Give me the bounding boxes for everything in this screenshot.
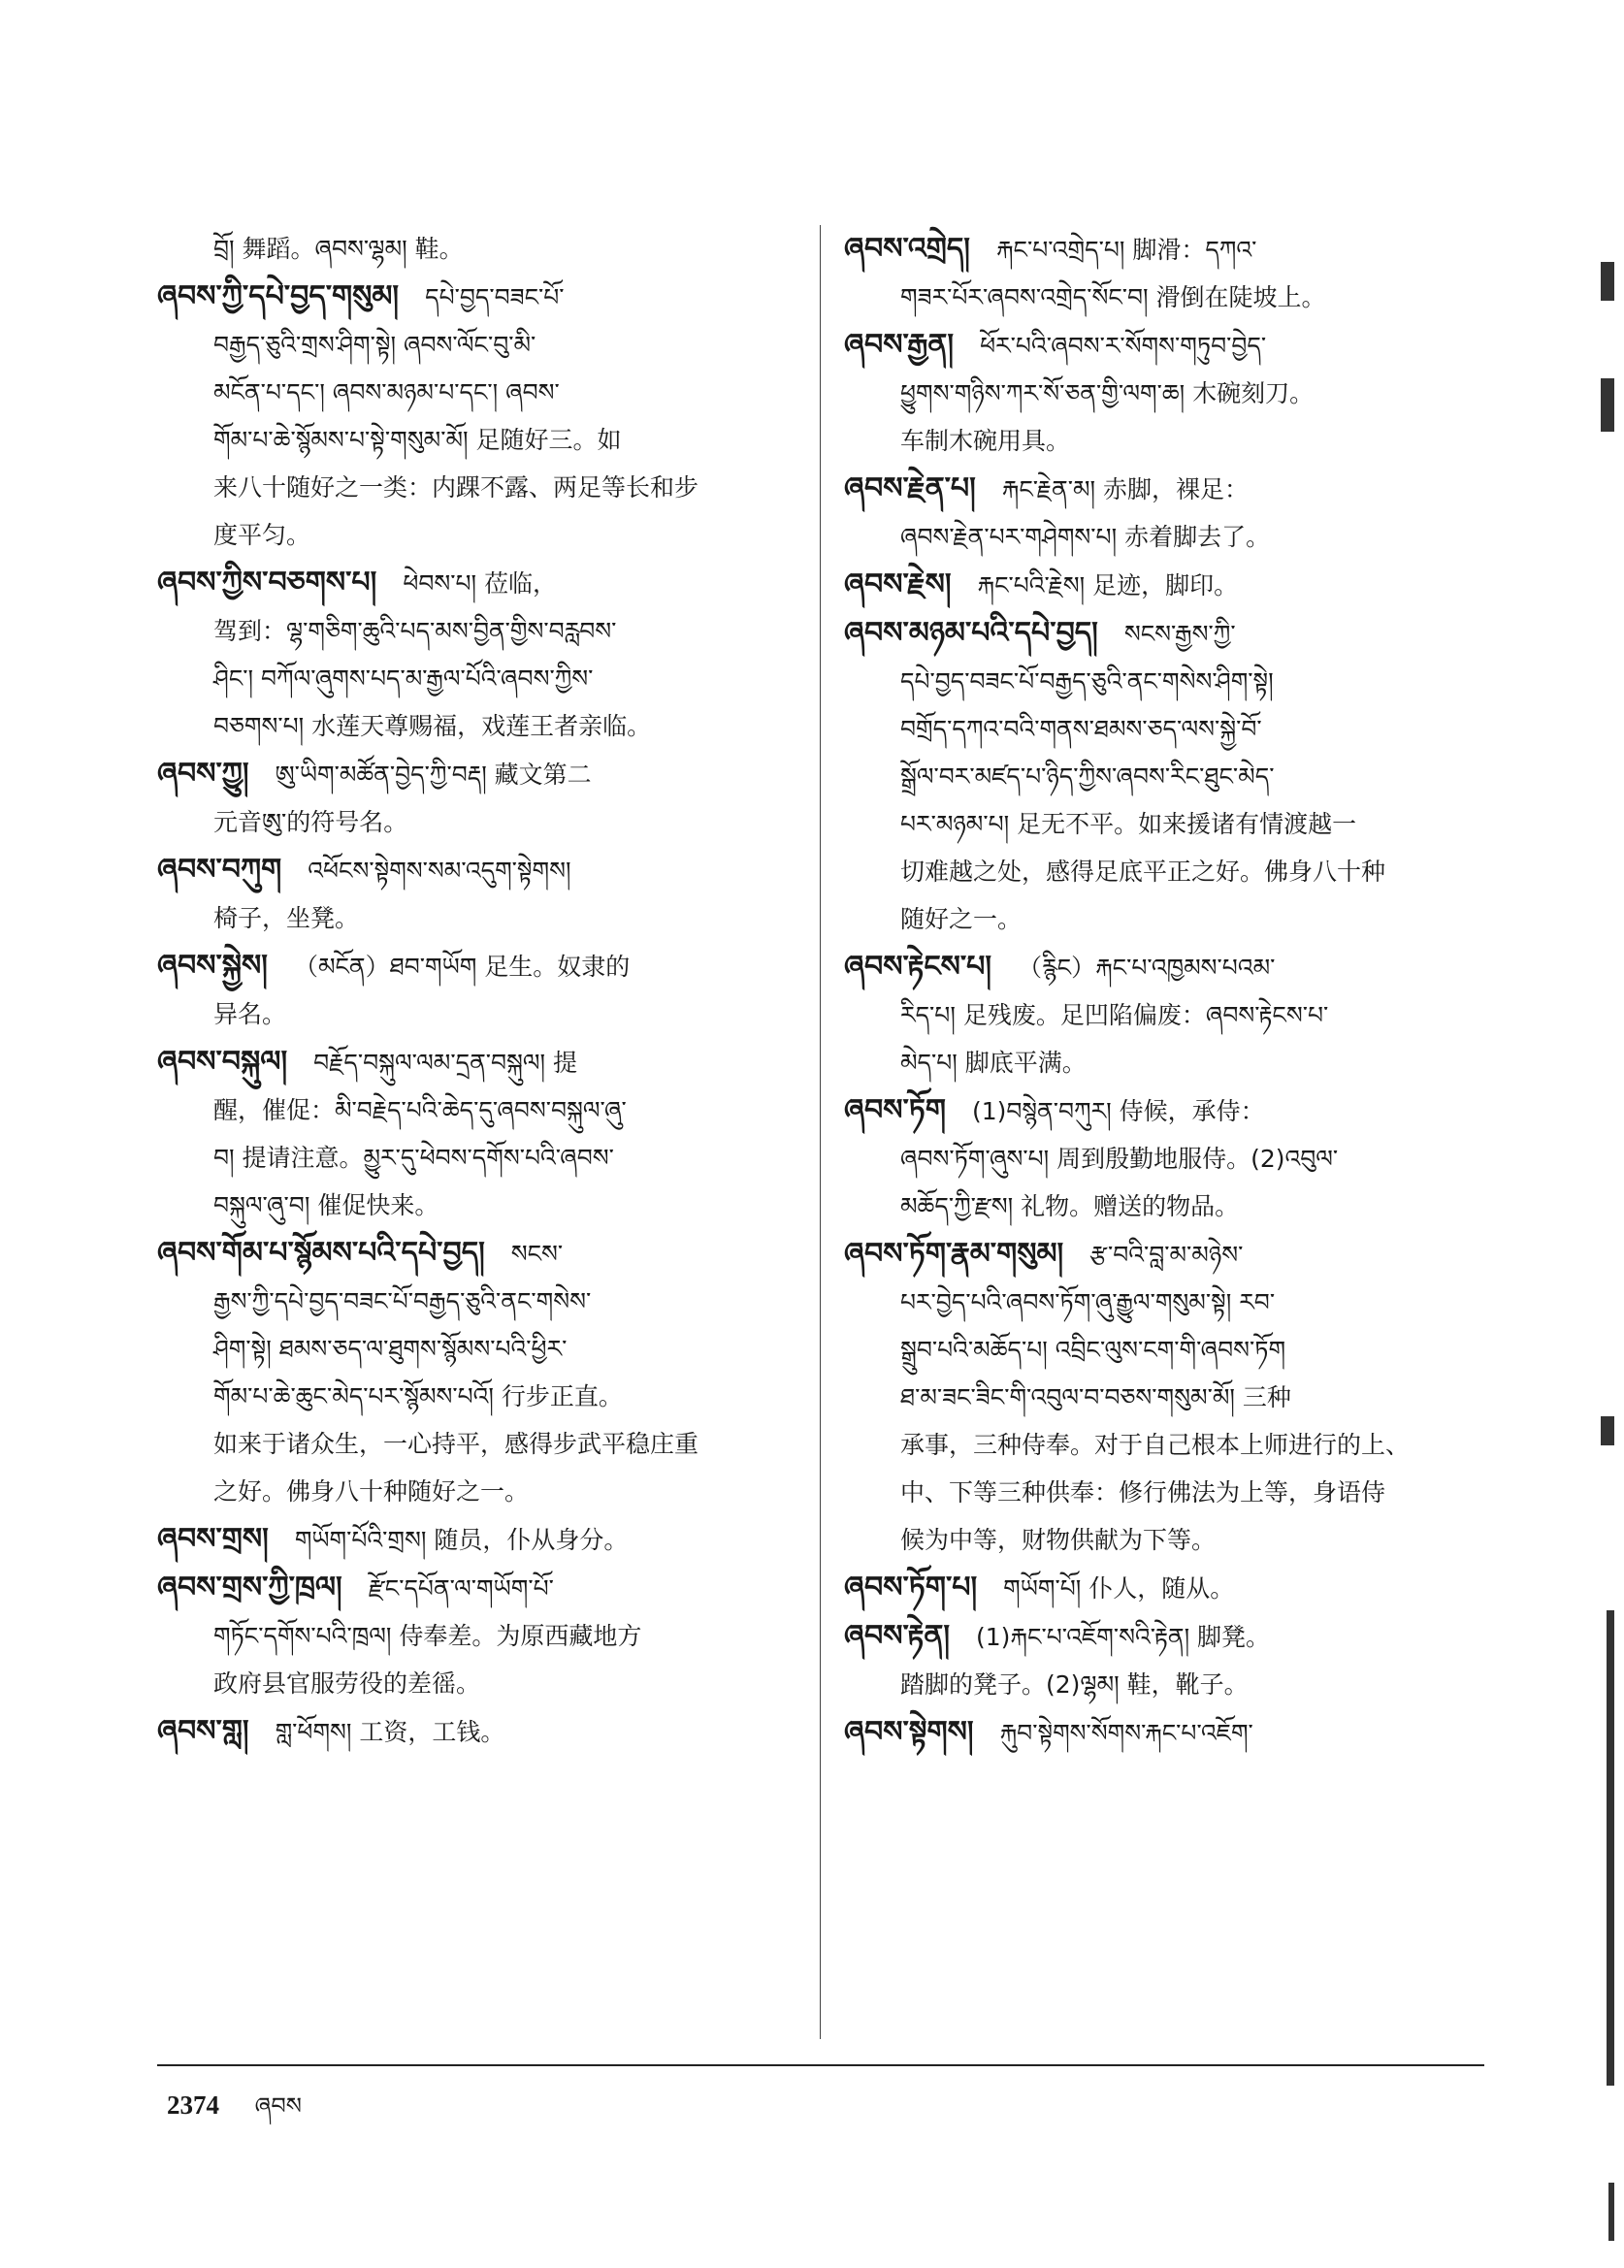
entry-text: རྐང་པའི་རྗེས། 足迹，脚印。 bbox=[977, 571, 1239, 599]
entry-headword: ཞབས་གོམ་པ་སྙོམས་པའི་དཔེ་བྱད། bbox=[157, 1236, 485, 1270]
entry-headword: ཞབས་གྲས། bbox=[157, 1522, 269, 1556]
entry-headword: ཞབས་ཏོག་པ། bbox=[844, 1571, 978, 1604]
dictionary-entry bbox=[844, 561, 1484, 609]
entry-headword: ཞབས་འགྲེད། bbox=[844, 232, 970, 266]
entry-headword: ཞབས་གྲས་ཀྱི་ཁྲལ། bbox=[157, 1571, 342, 1604]
entry-first-line bbox=[157, 942, 796, 990]
entry-headword: ཞབས་ཏོག་རྣམ་གསུམ། bbox=[844, 1237, 1064, 1271]
entry-first-line bbox=[844, 1564, 1484, 1612]
entry-continuation-line bbox=[157, 1373, 796, 1420]
entry-first-line bbox=[157, 1229, 796, 1278]
entry-continuation-line bbox=[844, 991, 1484, 1039]
dictionary-entry bbox=[844, 609, 1484, 943]
dictionary-entry bbox=[844, 321, 1484, 465]
entry-first-line bbox=[157, 1515, 796, 1564]
entry-continuation-line bbox=[844, 417, 1484, 465]
entry-first-line bbox=[157, 225, 796, 273]
dictionary-entry bbox=[157, 559, 796, 750]
entry-text: ཞབས་རྗེན་པར་གཤེགས་པ། 赤着脚去了。 bbox=[900, 523, 1271, 551]
entry-first-line bbox=[157, 846, 796, 894]
entry-text: འཕོངས་སྟེགས་སམ་འདུག་སྟེགས། bbox=[308, 857, 571, 885]
dictionary-entry bbox=[844, 943, 1484, 1086]
entry-headword: ཞབས་ཀྱི་དཔེ་བྱད་གསུམ། bbox=[157, 279, 400, 313]
entry-continuation-line bbox=[157, 655, 796, 702]
entry-headword: ཞབས་ཀྱུ། bbox=[157, 757, 249, 791]
entry-text: སྒྲུབ་པའི་མཆོད་པ། འབྲིང་ལུས་ངག་གི་ཞབས་ཏོག bbox=[900, 1336, 1286, 1364]
entry-text: རིད་པ། 足残废。足凹陷偏废：ཞབས་རྟེངས་པ་ bbox=[900, 1001, 1329, 1029]
entry-text: 如来于诸众生，一心持平，感得步武平稳庄重 bbox=[213, 1430, 699, 1458]
entry-continuation-line bbox=[844, 753, 1484, 800]
entry-continuation-line bbox=[157, 607, 796, 655]
entry-text: 随好之一。 bbox=[900, 905, 1023, 933]
entry-continuation-line bbox=[844, 705, 1484, 753]
entry-continuation-line bbox=[157, 1325, 796, 1373]
entry-continuation-line bbox=[844, 1661, 1484, 1708]
entry-text: 驾到：ལྷ་གཅིག་ཆུའི་པད་མས་བྱིན་གྱིས་བརླབས་ bbox=[213, 617, 617, 645]
entry-continuation-line bbox=[844, 1516, 1484, 1564]
entry-first-line bbox=[157, 1564, 796, 1612]
entry-text: ཤིག་སྟེ། ཐམས་ཅད་ལ་ཐུགས་སྙོམས་པའི་ཕྱིར་ bbox=[213, 1335, 568, 1363]
entry-continuation-line bbox=[844, 1374, 1484, 1421]
entry-headword: ཞབས་བཀུག bbox=[157, 853, 282, 887]
entry-text: རྐང་པ་འགྲེད་པ། 脚滑：དཀའ་ bbox=[995, 236, 1257, 264]
entry-text: (1)བསྙེན་བཀུར། 侍候，承侍： bbox=[971, 1097, 1265, 1125]
entry-continuation-line bbox=[844, 1183, 1484, 1230]
entry-text: བ། 提请注意。མྱུར་དུ་ཕེབས་དགོས་པའི་ཞབས་ bbox=[213, 1144, 614, 1172]
entry-text: མཆོད་ཀྱི་རྫས། 礼物。赠送的物品。 bbox=[900, 1192, 1240, 1220]
entry-first-line bbox=[157, 273, 796, 321]
entry-continuation-line bbox=[157, 1468, 796, 1515]
entry-text: གཏོང་དགོས་པའི་ཁྲལ། 侍奉差。为原西藏地方 bbox=[213, 1622, 642, 1650]
entry-continuation-line bbox=[844, 1469, 1484, 1516]
entry-text: བཅགས་པ། 水莲天尊赐福，戏莲王者亲临。 bbox=[213, 712, 652, 740]
entry-text: 中、下等三种供奉：修行佛法为上等，身语侍 bbox=[900, 1478, 1386, 1507]
entry-first-line bbox=[844, 943, 1484, 991]
entry-text: བསྐུལ་ཞུ་བ། 催促快来。 bbox=[213, 1191, 439, 1219]
column-divider bbox=[820, 225, 821, 2039]
entry-text: 椅子，坐凳。 bbox=[213, 904, 360, 932]
entry-first-line bbox=[844, 1086, 1484, 1135]
running-head: ཞབས bbox=[254, 2092, 302, 2120]
entry-text: ཕེབས་པ། 莅临， bbox=[403, 569, 558, 598]
dictionary-entry bbox=[844, 465, 1484, 561]
entry-continuation-line bbox=[157, 464, 796, 511]
entry-continuation-line bbox=[157, 702, 796, 750]
bottom-rule bbox=[157, 2064, 1484, 2066]
entry-continuation-line bbox=[844, 513, 1484, 561]
entry-text: 政府县官服劳役的差徭。 bbox=[213, 1669, 481, 1698]
entry-headword: ཞབས་མཉམ་པའི་དཔེ་བྱད། bbox=[844, 616, 1098, 650]
entry-first-line bbox=[157, 750, 796, 798]
entry-text: ཕྱུགས་གཉིས་ཀར་སོ་ཅན་གྱི་ལག་ཆ། 木碗刻刀。 bbox=[900, 379, 1315, 407]
entry-first-line bbox=[844, 1708, 1484, 1757]
entry-text: དཔེ་བྱད་བཟང་པོ་བརྒྱད་ཅུའི་ནང་གསེས་ཤིག་སྟེ། bbox=[900, 667, 1274, 696]
entry-continuation-line bbox=[844, 895, 1484, 943]
entry-text: 异名。 bbox=[213, 1000, 287, 1028]
entry-continuation-line bbox=[157, 798, 796, 846]
entry-continuation-line bbox=[157, 369, 796, 416]
entry-text: ཐ་མ་ཟང་ཟིང་གི་འབུལ་བ་བཅས་གསུམ་མོ། 三种 bbox=[900, 1383, 1291, 1411]
entry-text: མེད་པ། 脚底平满。 bbox=[900, 1049, 1087, 1077]
dictionary-entry bbox=[157, 1038, 796, 1229]
dictionary-entry bbox=[157, 1229, 796, 1515]
entry-text: རྫོང་དཔོན་ལ་གཡོག་པོ་ bbox=[368, 1574, 554, 1603]
entry-text: 元音ཨུ་的符号名。 bbox=[213, 808, 408, 836]
entry-continuation-line bbox=[157, 416, 796, 464]
right-column bbox=[844, 225, 1484, 1757]
entry-text: ཨུ་ཡིག་མཚོན་བྱེད་ཀྱི་བརྡ། 藏文第二 bbox=[275, 761, 592, 789]
entry-headword: ཞབས་རྟེངས་པ། bbox=[844, 950, 992, 984]
entry-text: སངས་རྒྱས་ཀྱི་ bbox=[1123, 620, 1236, 648]
dictionary-entry bbox=[844, 1086, 1484, 1230]
dictionary-entry bbox=[157, 942, 796, 1038]
entry-text: 来八十随好之一类：内踝不露、两足等长和步 bbox=[213, 473, 699, 502]
dictionary-entry bbox=[157, 1515, 796, 1564]
entry-first-line bbox=[844, 561, 1484, 609]
entry-text: པར་བྱེད་པའི་ཞབས་ཏོག་ཞུ་རྒྱུལ་གསུམ་སྟེ། རབ་ bbox=[900, 1288, 1276, 1316]
entry-continuation-line bbox=[844, 1326, 1484, 1374]
entry-text: 之好。佛身八十种随好之一。 bbox=[213, 1477, 530, 1506]
entry-text: （མངོན）ཐབ་གཡོག 足生。奴隶的 bbox=[293, 953, 631, 981]
entry-continuation-line bbox=[844, 370, 1484, 417]
dictionary-entry bbox=[844, 225, 1484, 321]
entry-text: རྒྱས་ཀྱི་དཔེ་བྱད་བཟང་པོ་བརྒྱད་ཅུའི་ནང་གསེས་ bbox=[213, 1287, 592, 1315]
entry-continuation-line bbox=[157, 321, 796, 369]
entry-continuation-line bbox=[157, 990, 796, 1038]
entry-continuation-line bbox=[844, 1279, 1484, 1326]
entry-text: རྐུབ་སྟེགས་སོགས་རྐང་པ་འཇོག་ bbox=[999, 1719, 1253, 1747]
entry-text: གཡོག་པོ། 仆人，随从。 bbox=[1003, 1574, 1235, 1603]
entry-text: ཞབས་ཏོག་ཞུས་པ། 周到殷勤地服侍。(2)འབུལ་ bbox=[900, 1145, 1339, 1173]
entry-text: བརྗོད་བསྐུལ་ལམ་དྲན་བསྐུལ། 提 bbox=[313, 1049, 578, 1077]
entry-continuation-line bbox=[844, 848, 1484, 895]
entry-continuation-line bbox=[844, 800, 1484, 848]
entry-continuation-line bbox=[157, 1134, 796, 1182]
entry-text: (1)རྐང་པ་འཇོག་སའི་རྟེན། 脚凳。 bbox=[976, 1623, 1271, 1651]
entry-first-line bbox=[844, 1612, 1484, 1661]
entry-continuation-line bbox=[157, 1660, 796, 1707]
entry-first-line bbox=[844, 225, 1484, 274]
dictionary-entry bbox=[157, 750, 796, 846]
entry-text: བྲོ། 舞蹈。ཞབས་ལྷམ། 鞋。 bbox=[213, 235, 464, 263]
entry-text: རྩ་བའི་བླ་མ་མཉེས་ bbox=[1089, 1241, 1244, 1269]
entry-text: གོམ་པ་ཆེ་སྙོམས་པ་སྟེ་གསུམ་མོ། 足随好三。如 bbox=[213, 426, 622, 454]
entry-text: རྐང་རྗེན་མ། 赤脚，裸足： bbox=[1001, 475, 1250, 503]
dictionary-entry bbox=[844, 1230, 1484, 1564]
entry-first-line bbox=[844, 321, 1484, 370]
entry-text: གོམ་པ་ཆེ་ཆུང་མེད་པར་སྙོམས་པའོ། 行步正直。 bbox=[213, 1382, 623, 1410]
dictionary-entry bbox=[844, 1612, 1484, 1708]
entry-continuation-line bbox=[844, 1421, 1484, 1469]
entry-headword: ཞབས་སྐྱེས། bbox=[157, 949, 268, 983]
entry-text: 候为中等，财物供献为下等。 bbox=[900, 1526, 1217, 1554]
entry-continuation-line bbox=[844, 274, 1484, 321]
entry-first-line bbox=[157, 559, 796, 607]
dictionary-entry bbox=[157, 846, 796, 942]
dictionary-entry bbox=[157, 1707, 796, 1756]
entry-headword: ཞབས་རྗེས། bbox=[844, 567, 952, 601]
entry-text: སངས་ bbox=[510, 1240, 564, 1268]
entry-headword: ཞབས་ཏོག bbox=[844, 1093, 946, 1127]
entry-text: ཕོར་པའི་ཞབས་ར་སོགས་གཏུབ་བྱེད་ bbox=[980, 332, 1267, 360]
entry-headword: ཞབས་བསྐུལ། bbox=[157, 1045, 288, 1079]
entry-text: མངོན་པ་དང་། ཞབས་མཉམ་པ་དང་། ཞབས་ bbox=[213, 378, 560, 406]
entry-continuation-line bbox=[157, 1182, 796, 1229]
entry-first-line bbox=[844, 609, 1484, 658]
entry-text: གཡོག་པོའི་གྲས། 随员，仆从身分。 bbox=[294, 1526, 629, 1554]
entry-text: 车制木碗用具。 bbox=[900, 427, 1071, 455]
entry-text: 切难越之处，感得足底平正之好。佛身八十种 bbox=[900, 858, 1386, 886]
entry-headword: ཞབས་སྟེགས། bbox=[844, 1715, 974, 1749]
entry-text: ཤིང་། བཀོལ་ཞུགས་པད་མ་རྒྱལ་པོའི་ཞབས་ཀྱིས་ bbox=[213, 664, 594, 693]
entry-text: པར་མཉམ་པ། 足无不平。如来援诸有情渡越一 bbox=[900, 810, 1357, 838]
entry-first-line bbox=[844, 1230, 1484, 1279]
dictionary-entry bbox=[844, 1708, 1484, 1757]
entry-text: （རྙིང）རྐང་པ་འཁྱམས་པའམ་ bbox=[1018, 954, 1276, 982]
page-footer bbox=[167, 2081, 302, 2146]
dictionary-entry bbox=[157, 225, 796, 273]
entry-continuation-line bbox=[157, 1612, 796, 1660]
entry-first-line bbox=[157, 1707, 796, 1756]
entry-continuation-line bbox=[844, 1039, 1484, 1086]
left-column bbox=[157, 225, 796, 1756]
scan-edge-marks bbox=[1595, 39, 1614, 2251]
entry-text: 醒，催促：མི་བརྗེད་པའི་ཆེད་དུ་ཞབས་བསྐུལ་ཞུ་ bbox=[213, 1096, 627, 1124]
entry-headword: ཞབས་གླ། bbox=[157, 1714, 249, 1748]
entry-first-line bbox=[844, 465, 1484, 513]
entry-text: བགྲོད་དཀའ་བའི་གནས་ཐམས་ཅད་ལས་སྐྱེ་བོ་ bbox=[900, 715, 1262, 743]
entry-continuation-line bbox=[157, 1086, 796, 1134]
entry-continuation-line bbox=[157, 894, 796, 942]
page-number: 2374 bbox=[167, 2090, 219, 2120]
entry-text: དཔེ་བྱད་བཟང་པོ་ bbox=[425, 283, 565, 311]
entry-text: སྒྲོལ་བར་མཛད་པ་ཉིད་ཀྱིས་ཞབས་རིང་ཐུང་མེད་ bbox=[900, 762, 1275, 791]
entry-headword: ཞབས་རྟེན། bbox=[844, 1619, 950, 1653]
entry-continuation-line bbox=[844, 658, 1484, 705]
dictionary-entry bbox=[844, 1564, 1484, 1612]
entry-text: 度平匀。 bbox=[213, 521, 311, 549]
entry-first-line bbox=[157, 1038, 796, 1086]
entry-headword: ཞབས་རྒྱན། bbox=[844, 328, 955, 362]
dictionary-entry bbox=[157, 273, 796, 559]
entry-text: 踏脚的凳子。(2)ལྷམ། 鞋，靴子。 bbox=[900, 1670, 1249, 1699]
entry-continuation-line bbox=[157, 1420, 796, 1468]
dictionary-entry bbox=[157, 1564, 796, 1707]
entry-continuation-line bbox=[157, 1278, 796, 1325]
entry-headword: ཞབས་རྗེན་པ། bbox=[844, 471, 976, 505]
entry-headword: ཞབས་ཀྱིས་བཅགས་པ། bbox=[157, 566, 377, 599]
entry-text: 承事，三种侍奉。对于自己根本上师进行的上、 bbox=[900, 1431, 1411, 1459]
entry-text: གླ་ཕོགས། 工资，工钱。 bbox=[275, 1718, 505, 1746]
entry-continuation-line bbox=[157, 511, 796, 559]
entry-text: བརྒྱད་ཅུའི་གྲས་ཤིག་སྟེ། ཞབས་ལོང་བུ་མི་ bbox=[213, 331, 536, 359]
entry-text: གཟར་པོར་ཞབས་འགྲེད་སོང་བ། 滑倒在陡坡上。 bbox=[900, 283, 1326, 311]
entry-continuation-line bbox=[844, 1135, 1484, 1183]
